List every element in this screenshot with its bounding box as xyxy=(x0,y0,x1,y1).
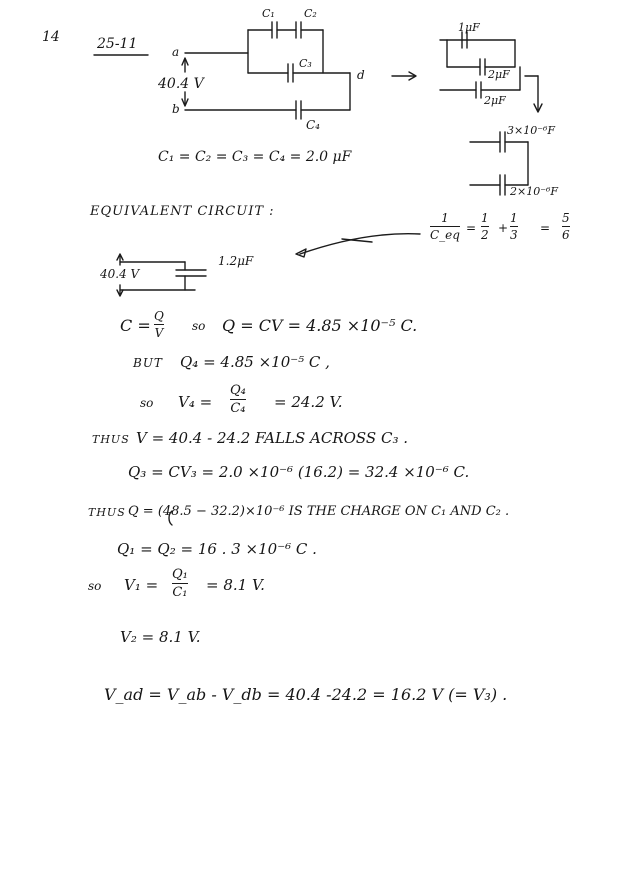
v1-lhs: V₁ = xyxy=(124,576,159,594)
equiv-voltage: 40.4 V xyxy=(100,267,140,281)
c2-label: C₂ xyxy=(304,7,317,20)
v-denominator: V xyxy=(154,326,164,340)
charge-result: Q = CV = 4.85 ×10⁻⁵ C. xyxy=(222,316,418,335)
c-formula-lhs: C = xyxy=(120,316,151,335)
ceq-half xyxy=(481,212,489,241)
reduced-circuit-1 xyxy=(392,32,542,112)
q4-numerator: Q₄ xyxy=(230,383,246,398)
thus-label-1: THUS xyxy=(92,433,130,446)
node-a-label: a xyxy=(172,45,180,59)
reduced-2uF-label-b: 2μF xyxy=(484,94,506,107)
thus-label-2: THUS xyxy=(88,506,126,519)
q4-equation: Q₄ = 4.85 ×10⁻⁵ C , xyxy=(180,353,330,371)
result-denominator: 6 xyxy=(562,228,570,242)
node-b-label: b xyxy=(172,102,180,116)
ceq-equals-2: = xyxy=(540,221,551,235)
q3-equation: Q₃ = CV₃ = 2.0 ×10⁻⁶ (16.2) = 32.4 ×10⁻⁶ C. xyxy=(128,463,470,481)
ceq-denominator: C_eq xyxy=(430,228,460,242)
c4-denominator: C₄ xyxy=(230,401,246,416)
ceq-result xyxy=(562,212,570,241)
reduced-1uF-label: 1μF xyxy=(458,21,480,34)
capacitance-equation: C₁ = C₂ = C₃ = C₄ = 2.0 μF xyxy=(158,149,352,165)
v1-result: = 8.1 V. xyxy=(206,576,265,594)
source-voltage: 40.4 V xyxy=(158,76,204,92)
c1-denominator: C₁ xyxy=(172,585,188,600)
third-numerator: 1 xyxy=(510,211,518,225)
ceq-plus: + xyxy=(498,221,509,235)
v3-statement: V = 40.4 - 24.2 FALLS ACROSS C₃ . xyxy=(136,429,408,447)
v1-fraction xyxy=(172,568,188,599)
main-circuit xyxy=(182,22,350,119)
problem-id: 25-11 xyxy=(97,36,138,52)
reduced-2e-6F-label: 2×10⁻⁶F xyxy=(510,185,559,198)
v4-result: = 24.2 V. xyxy=(274,393,343,411)
but-label: BUT xyxy=(133,356,163,370)
third-denominator: 3 xyxy=(510,228,518,242)
c3-label: C₃ xyxy=(299,57,312,70)
v4-lhs: V₄ = xyxy=(178,393,213,411)
connector-arrow xyxy=(300,234,420,254)
result-numerator: 5 xyxy=(562,211,570,225)
q1-numerator: Q₁ xyxy=(172,567,188,582)
ceq-third xyxy=(510,212,518,241)
ceq-equals: = xyxy=(466,221,477,235)
v2-result: V₂ = 8.1 V. xyxy=(120,628,201,646)
v4-fraction xyxy=(230,384,246,415)
ceq-fraction xyxy=(430,212,460,241)
vad-equation: V_ad = V_ab - V_db = 40.4 -24.2 = 16.2 V (= V₃) . xyxy=(104,685,508,704)
c-formula-fraction xyxy=(154,310,164,339)
so-label-1: so xyxy=(192,319,206,333)
q-numerator: Q xyxy=(154,309,164,323)
q1-q2-equation: Q₁ = Q₂ = 16 . 3 ×10⁻⁶ C . xyxy=(117,540,317,558)
node-d-label: d xyxy=(357,68,365,82)
reduced-3e-6F-label: 3×10⁻⁶F xyxy=(507,124,556,137)
q12-statement: Q = (48.5 − 32.2)×10⁻⁶ IS THE CHARGE ON C₁ AND C₂ . xyxy=(128,504,510,519)
equivalent-circuit-heading: EQUIVALENT CIRCUIT : xyxy=(90,204,275,219)
so-label-2: so xyxy=(140,396,154,410)
half-denominator: 2 xyxy=(481,228,489,242)
half-numerator: 1 xyxy=(481,211,489,225)
so-label-3: so xyxy=(88,579,102,593)
c4-label: C₄ xyxy=(306,118,320,132)
reduced-2uF-label-a: 2μF xyxy=(488,68,510,81)
c1-label: C₁ xyxy=(262,7,275,20)
ceq-numerator: 1 xyxy=(441,211,449,225)
equiv-capacitance: 1.2μF xyxy=(218,254,254,268)
page-number: 14 xyxy=(42,29,60,45)
